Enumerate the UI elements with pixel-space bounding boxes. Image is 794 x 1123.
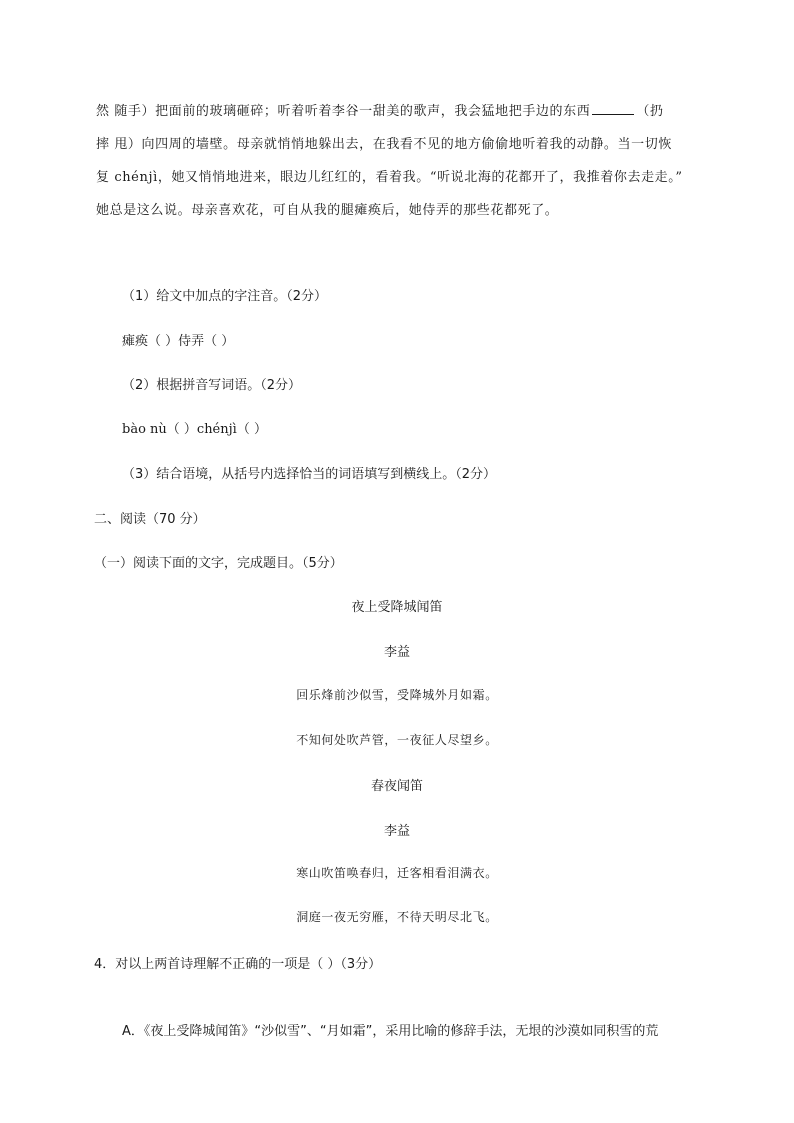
section-subtitle: （一）阅读下面的文字，完成题目。（5分）: [94, 556, 343, 571]
section-title: 二、阅读（70 分）: [94, 512, 206, 527]
passage-line-2: 摔 甩）向四周的墙壁。母亲就悄悄地躲出去，在我看不见的地方偷偷地听着我的动静。当一切恢: [96, 137, 672, 152]
passage-line-4: 她总是这么说。母亲喜欢花，可自从我的腿瘫痪后，她侍弄的那些花都死了。: [96, 203, 559, 218]
question-2-answer: bào nù（ ）chénjì（ ）: [122, 422, 267, 437]
question-2: （2）根据拼音写词语。（2分）: [122, 378, 302, 393]
poem-2-line-1: 寒山吹笛唤春归，迁客相看泪满衣。: [296, 866, 498, 880]
answer-blank[interactable]: [592, 102, 634, 115]
question-3: （3）结合语境，从括号内选择恰当的词语填写到横线上。（2分）: [122, 467, 497, 482]
passage-line-1-end: （扔: [636, 104, 664, 119]
question-1: （1）给文中加点的字注音。（2分）: [122, 289, 328, 304]
question-4: 4．对以上两首诗理解不正确的一项是（ ）（3分）: [94, 957, 382, 972]
question-1-answer: 瘫痪（ ）侍弄（ ）: [122, 334, 235, 349]
question-4-option-a: A．《夜上受降城闻笛》“沙似雪”、“月如霜”，采用比喻的修辞手法，无垠的沙漠如同积雪的荒: [122, 1024, 659, 1039]
poem-1-line-1: 回乐烽前沙似雪，受降城外月如霜。: [296, 688, 498, 702]
poem-2-line-2: 洞庭一夜无穷雁，不待天明尽北飞。: [296, 910, 498, 924]
passage-line-3: 复 chénjì，她又悄悄地进来，眼边儿红红的，看着我。“听说北海的花都开了，我推着你去走走。”: [96, 170, 683, 185]
poem-1-line-2: 不知何处吹芦管，一夜征人尽望乡。: [296, 733, 498, 747]
passage-line-1: [96, 100, 664, 119]
poem-2-author: 李益: [383, 824, 410, 839]
passage-line-1-text: 然 随手）把面前的玻璃砸碎；听着听着李谷一甜美的歌声，我会猛地把手边的东西: [96, 104, 591, 119]
poem-2-title: 春夜闻笛: [370, 779, 423, 794]
poem-1-author: 李益: [383, 645, 410, 660]
poem-1-title: 夜上受降城闻笛: [351, 600, 443, 615]
